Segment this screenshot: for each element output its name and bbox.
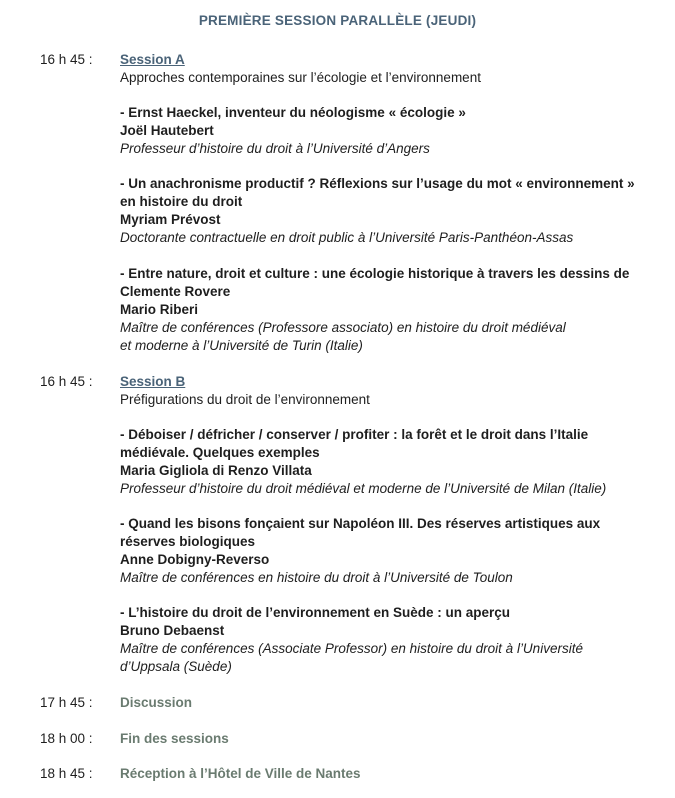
- schedule-label: Discussion: [120, 695, 193, 710]
- talk-title: - Ernst Haeckel, inventeur du néologisme « écologie »: [120, 105, 466, 120]
- speaker-affiliation: Professeur d’histoire du droit médiéval et moderne de l’Université de Milan (Italie): [120, 481, 607, 496]
- speaker-name: Maria Gigliola di Renzo Villata: [120, 463, 312, 478]
- talk-title: - Déboiser / défricher / conserver / profiter : la forêt et le droit dans l’Italie: [120, 427, 589, 442]
- session-time: 16 h 45 :: [40, 52, 93, 67]
- page-heading: PREMIÈRE SESSION PARALLÈLE (JEUDI): [198, 13, 477, 28]
- schedule-time: 17 h 45 :: [40, 695, 93, 710]
- session-title: Session B: [120, 374, 186, 389]
- session-time: 16 h 45 :: [40, 374, 93, 389]
- talk-title: - Un anachronisme productif ? Réflexions sur l’usage du mot « environnement »: [120, 176, 635, 191]
- schedule-time: 18 h 45 :: [40, 766, 93, 781]
- talk-title-cont: en histoire du droit: [120, 194, 243, 209]
- talk-title-cont: réserves biologiques: [120, 534, 256, 549]
- session-subtitle: Préfigurations du droit de l’environnement: [120, 392, 370, 407]
- speaker-name: Anne Dobigny-Reverso: [120, 552, 270, 567]
- speaker-name: Bruno Debaenst: [120, 623, 225, 638]
- talk-title: - Quand les bisons fonçaient sur Napoléon III. Des réserves artistiques aux: [120, 516, 601, 531]
- speaker-name: Myriam Prévost: [120, 212, 221, 227]
- schedule-time: 18 h 00 :: [40, 731, 93, 746]
- talk-title: - L’histoire du droit de l’environnement en Suède : un aperçu: [120, 605, 511, 620]
- speaker-affiliation-cont: et moderne à l’Université de Turin (Italie): [120, 338, 363, 353]
- session-subtitle: Approches contemporaines sur l’écologie et l’environnement: [120, 70, 481, 85]
- speaker-affiliation: Maître de conférences (Professore associato) en histoire du droit médiéval: [120, 320, 566, 335]
- schedule-label: Fin des sessions: [120, 731, 229, 746]
- talk-title-cont: Clemente Rovere: [120, 284, 231, 299]
- speaker-name: Mario Riberi: [120, 302, 199, 317]
- speaker-name: Joël Hautebert: [120, 123, 214, 138]
- speaker-affiliation: Doctorante contractuelle en droit public à l’Université Paris-Panthéon-Assas: [120, 230, 574, 245]
- session-title: Session A: [120, 52, 185, 67]
- talk-title: - Entre nature, droit et culture : une écologie historique à travers les dessins de: [120, 266, 630, 281]
- speaker-affiliation: Maître de conférences (Associate Professor) en histoire du droit à l’Université: [120, 641, 583, 656]
- schedule-label: Réception à l’Hôtel de Ville de Nantes: [120, 766, 361, 781]
- speaker-affiliation: Professeur d’histoire du droit à l’Université d’Angers: [120, 141, 430, 156]
- talk-title-cont: médiévale. Quelques exemples: [120, 445, 320, 460]
- speaker-affiliation: Maître de conférences en histoire du droit à l’Université de Toulon: [120, 570, 513, 585]
- speaker-affiliation-cont: d’Uppsala (Suède): [120, 659, 232, 674]
